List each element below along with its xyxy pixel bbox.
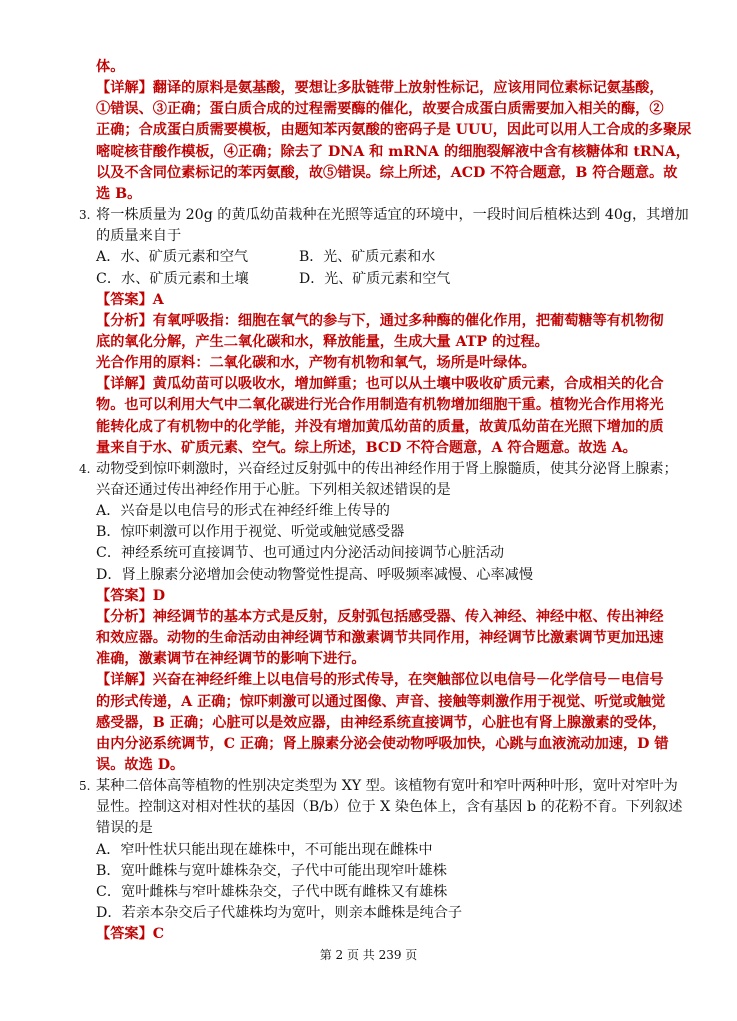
text-line: C．宽叶雌株与窄叶雄株杂交，子代中既有雌株又有雄株: [96, 883, 448, 900]
text-line: B．宽叶雌株与宽叶雄株杂交，子代中可能出现窄叶雄株: [96, 862, 447, 879]
page-footer: 第 2 页 共 239 页: [319, 948, 418, 962]
text-line: 以及不含同位素标记的苯丙氨酸，故⑤错误。综上所述，ACD 不符合题意，B 符合题意。故: [96, 164, 678, 181]
text-line: 【答案】A: [96, 291, 164, 308]
text-line: C．水、矿质元素和土壤: [96, 270, 249, 287]
text-line: 动物受到惊吓刺激时，兴奋经过反射弧中的传出神经作用于肾上腺髓质，使其分泌肾上腺素；: [96, 460, 678, 477]
text-line: 误。故选 D。: [96, 756, 185, 773]
text-line: B．惊吓刺激可以作用于视觉、听觉或触觉感受器: [96, 524, 405, 541]
text-line: 显性。控制这对相对性状的基因（B/b）位于 X 染色体上，含有基因 b 的花粉不育。下列叙述: [96, 799, 683, 816]
text-line: 【详解】兴奋在神经纤维上以电信号的形式传导，在突触部位以电信号－化学信号－电信号: [96, 672, 664, 689]
text-line: 由内分泌系统调节，C 正确；肾上腺素分泌会使动物呼吸加快，心跳与血液流动加速，D 错: [96, 735, 669, 752]
text-line: 嘧啶核苷酸作模板，④正确；除去了 DNA 和 mRNA 的细胞裂解液中含有核糖体和 tRNA，: [96, 143, 690, 160]
question-number: 5.: [79, 779, 91, 794]
text-line: 【详解】翻译的原料是氨基酸，要想让多肽链带上放射性标记，应该用同位素标记氨基酸，: [96, 80, 664, 97]
text-line: 【分析】神经调节的基本方式是反射，反射弧包括感受器、传入神经、神经中枢、传出神经: [96, 608, 664, 625]
text-line: ①错误、③正确；蛋白质合成的过程需要酶的催化，故要合成蛋白质需要加入相关的酶，②: [96, 101, 664, 118]
text-line: 【详解】黄瓜幼苗可以吸收水，增加鲜重；也可以从土壤中吸收矿质元素，合成相关的化合: [96, 376, 664, 393]
text-line: 物。也可以利用大气中二氧化碳进行光合作用制造有机物增加细胞干重。植物光合作用将光: [96, 397, 664, 414]
text-line: 错误的是: [96, 820, 153, 837]
text-line: A．窄叶性状只能出现在雄株中，不可能出现在雌株中: [96, 841, 433, 858]
text-line: A．水、矿质元素和空气: [96, 249, 249, 266]
text-line: D．若亲本杂交后子代雄株均为宽叶，则亲本雌株是纯合子: [96, 905, 463, 921]
text-line: 的质量来自于: [96, 228, 182, 245]
text-line: C．神经系统可直接调节、也可通过内分泌活动间接调节心脏活动: [96, 545, 505, 562]
text-line: 选 B。: [96, 185, 142, 202]
text-line: 底的氧化分解，产生二氧化碳和水，释放能量，生成大量 ATP 的过程。: [96, 333, 549, 350]
option-right: B．光、矿质元素和水: [299, 249, 436, 266]
question-number: 4.: [79, 461, 91, 476]
text-line: 兴奋还通过传出神经作用于心脏。下列相关叙述错误的是: [96, 482, 451, 498]
text-line: 某种二倍体高等植物的性别决定类型为 XY 型。该植物有宽叶和窄叶两种叶形，宽叶对窄叶为: [96, 778, 678, 795]
text-line: 能转化成了有机物中的化学能，并没有增加黄瓜幼苗的质量，故黄瓜幼苗在光照下增加的质: [96, 418, 664, 435]
text-line: 准确，激素调节在神经调节的影响下进行。: [96, 651, 366, 668]
text-line: 和效应器。动物的生命活动由神经调节和激素调节共同作用，神经调节比激素调节更加迅速: [96, 630, 664, 647]
question-number: 3.: [79, 208, 91, 223]
text-line: 【答案】D: [96, 587, 166, 604]
text-line: 将一株质量为 20g 的黄瓜幼苗栽种在光照等适宜的环境中，一段时间后植株达到 40g，其增加: [96, 207, 689, 224]
text-line: A．兴奋是以电信号的形式在神经纤维上传导的: [96, 503, 390, 520]
text-line: 【分析】有氧呼吸指：细胞在氧气的参与下，通过多种酶的催化作用，把葡萄糖等有机物彻: [96, 312, 664, 329]
option-right: D．光、矿质元素和空气: [299, 270, 451, 287]
text-line: 量来自于水、矿质元素、空气。综上所述，BCD 不符合题意，A 符合题意。故选 A。: [96, 439, 637, 456]
text-line: 感受器，B 正确；心脏可以是效应器，由神经系统直接调节，心脏也有肾上腺激素的受体，: [96, 714, 667, 731]
text-line: 的形式传递，A 正确；惊吓刺激可以通过图像、声音、接触等刺激作用于视觉、听觉或触觉: [96, 693, 666, 710]
text-line: 【答案】C: [96, 926, 165, 943]
text-line: 体。: [96, 59, 125, 75]
text-line: 光合作用的原料：二氧化碳和水，产物有机物和氧气，场所是叶绿体。: [96, 355, 536, 372]
text-line: 正确；合成蛋白质需要模板，由题知苯丙氨酸的密码子是 UUU，因此可以用人工合成的多聚尿: [96, 122, 692, 139]
text-line: D．肾上腺素分泌增加会使动物警觉性提高、呼吸频率减慢、心率减慢: [96, 566, 534, 583]
